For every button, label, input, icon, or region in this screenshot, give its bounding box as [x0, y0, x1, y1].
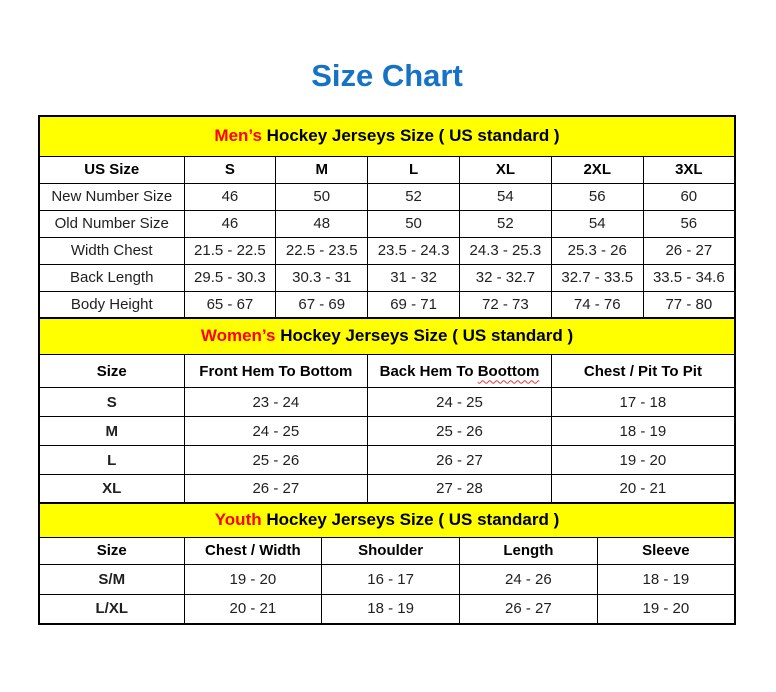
- size-tables: [38, 115, 736, 625]
- youth-size-table: [38, 502, 736, 625]
- mens-column-header: S: [184, 156, 276, 183]
- youth-table-row: [39, 594, 735, 624]
- womens-column-header: Size: [39, 355, 184, 388]
- youth-value-cell: 19 - 20: [184, 564, 322, 594]
- mens-value-cell: 72 - 73: [459, 291, 551, 318]
- womens-value-cell: 24 - 25: [368, 388, 552, 417]
- mens-value-cell: 22.5 - 23.5: [276, 237, 368, 264]
- womens-value-cell: 27 - 28: [368, 475, 552, 504]
- mens-table-row: [39, 264, 735, 291]
- womens-row-label: S: [39, 388, 184, 417]
- mens-value-cell: 56: [551, 183, 643, 210]
- womens-row-label: M: [39, 417, 184, 446]
- youth-banner-highlight: Youth: [214, 510, 262, 530]
- mens-banner: Men’s Hockey Jerseys Size ( US standard ): [39, 116, 735, 156]
- mens-value-cell: 31 - 32: [368, 264, 460, 291]
- mens-value-cell: 26 - 27: [643, 237, 735, 264]
- mens-column-header: 2XL: [551, 156, 643, 183]
- mens-value-cell: 50: [368, 210, 460, 237]
- mens-header-row: [39, 156, 735, 183]
- mens-column-header: US Size: [39, 156, 184, 183]
- mens-value-cell: 74 - 76: [551, 291, 643, 318]
- womens-value-cell: 24 - 25: [184, 417, 368, 446]
- youth-value-cell: 20 - 21: [184, 594, 322, 624]
- page-title: Size Chart: [311, 58, 463, 93]
- mens-value-cell: 50: [276, 183, 368, 210]
- youth-row-label: S/M: [39, 564, 184, 594]
- mens-column-header: XL: [459, 156, 551, 183]
- mens-row-label: Body Height: [39, 291, 184, 318]
- womens-table-row: [39, 475, 735, 504]
- mens-value-cell: 56: [643, 210, 735, 237]
- mens-column-header: L: [368, 156, 460, 183]
- mens-value-cell: 46: [184, 183, 276, 210]
- youth-banner: Youth Hockey Jerseys Size ( US standard ): [39, 503, 735, 537]
- youth-column-header: Shoulder: [322, 537, 460, 564]
- womens-value-cell: 25 - 26: [368, 417, 552, 446]
- mens-value-cell: 24.3 - 25.3: [459, 237, 551, 264]
- mens-value-cell: 21.5 - 22.5: [184, 237, 276, 264]
- womens-table-row: [39, 417, 735, 446]
- mens-value-cell: 32 - 32.7: [459, 264, 551, 291]
- mens-value-cell: 23.5 - 24.3: [368, 237, 460, 264]
- youth-row-label: L/XL: [39, 594, 184, 624]
- mens-value-cell: 30.3 - 31: [276, 264, 368, 291]
- youth-value-cell: 26 - 27: [460, 594, 598, 624]
- mens-value-cell: 54: [459, 183, 551, 210]
- mens-value-cell: 25.3 - 26: [551, 237, 643, 264]
- youth-table-row: [39, 564, 735, 594]
- womens-table-row: [39, 446, 735, 475]
- youth-value-cell: 24 - 26: [460, 564, 598, 594]
- mens-value-cell: 52: [459, 210, 551, 237]
- mens-table-row: [39, 183, 735, 210]
- mens-row-label: Old Number Size: [39, 210, 184, 237]
- mens-value-cell: 77 - 80: [643, 291, 735, 318]
- womens-value-cell: 18 - 19: [551, 417, 735, 446]
- mens-table-row: [39, 237, 735, 264]
- misspelled-word: Boottom: [477, 362, 540, 380]
- womens-header-row: [39, 355, 735, 388]
- womens-banner: Women’s Hockey Jerseys Size ( US standard ): [39, 318, 735, 355]
- mens-value-cell: 65 - 67: [184, 291, 276, 318]
- mens-table-row: [39, 210, 735, 237]
- mens-value-cell: 33.5 - 34.6: [643, 264, 735, 291]
- womens-value-cell: 26 - 27: [368, 446, 552, 475]
- mens-value-cell: 60: [643, 183, 735, 210]
- youth-column-header: Length: [460, 537, 598, 564]
- youth-value-cell: 16 - 17: [322, 564, 460, 594]
- womens-banner-highlight: Women’s: [200, 326, 276, 346]
- womens-column-header: Back Hem To Boottom: [368, 355, 552, 388]
- womens-value-cell: 25 - 26: [184, 446, 368, 475]
- womens-size-table: [38, 317, 736, 505]
- mens-value-cell: 46: [184, 210, 276, 237]
- mens-column-header: 3XL: [643, 156, 735, 183]
- mens-banner-highlight: Men’s: [214, 126, 262, 146]
- womens-value-cell: 20 - 21: [551, 475, 735, 504]
- womens-value-cell: 26 - 27: [184, 475, 368, 504]
- womens-value-cell: 23 - 24: [184, 388, 368, 417]
- mens-row-label: New Number Size: [39, 183, 184, 210]
- mens-value-cell: 32.7 - 33.5: [551, 264, 643, 291]
- mens-value-cell: 69 - 71: [368, 291, 460, 318]
- womens-column-header: Front Hem To Bottom: [184, 355, 368, 388]
- mens-value-cell: 52: [368, 183, 460, 210]
- youth-column-header: Chest / Width: [184, 537, 322, 564]
- womens-value-cell: 19 - 20: [551, 446, 735, 475]
- mens-table-row: [39, 291, 735, 318]
- youth-value-cell: 19 - 20: [597, 594, 735, 624]
- youth-header-row: [39, 537, 735, 564]
- mens-row-label: Width Chest: [39, 237, 184, 264]
- mens-column-header: M: [276, 156, 368, 183]
- womens-table-row: [39, 388, 735, 417]
- youth-column-header: Sleeve: [597, 537, 735, 564]
- mens-value-cell: 54: [551, 210, 643, 237]
- womens-column-header: Chest / Pit To Pit: [551, 355, 735, 388]
- mens-row-label: Back Length: [39, 264, 184, 291]
- womens-value-cell: 17 - 18: [551, 388, 735, 417]
- mens-value-cell: 48: [276, 210, 368, 237]
- youth-column-header: Size: [39, 537, 184, 564]
- mens-size-table: [38, 115, 736, 319]
- womens-row-label: XL: [39, 475, 184, 504]
- mens-value-cell: 29.5 - 30.3: [184, 264, 276, 291]
- womens-row-label: L: [39, 446, 184, 475]
- youth-value-cell: 18 - 19: [322, 594, 460, 624]
- youth-value-cell: 18 - 19: [597, 564, 735, 594]
- mens-value-cell: 67 - 69: [276, 291, 368, 318]
